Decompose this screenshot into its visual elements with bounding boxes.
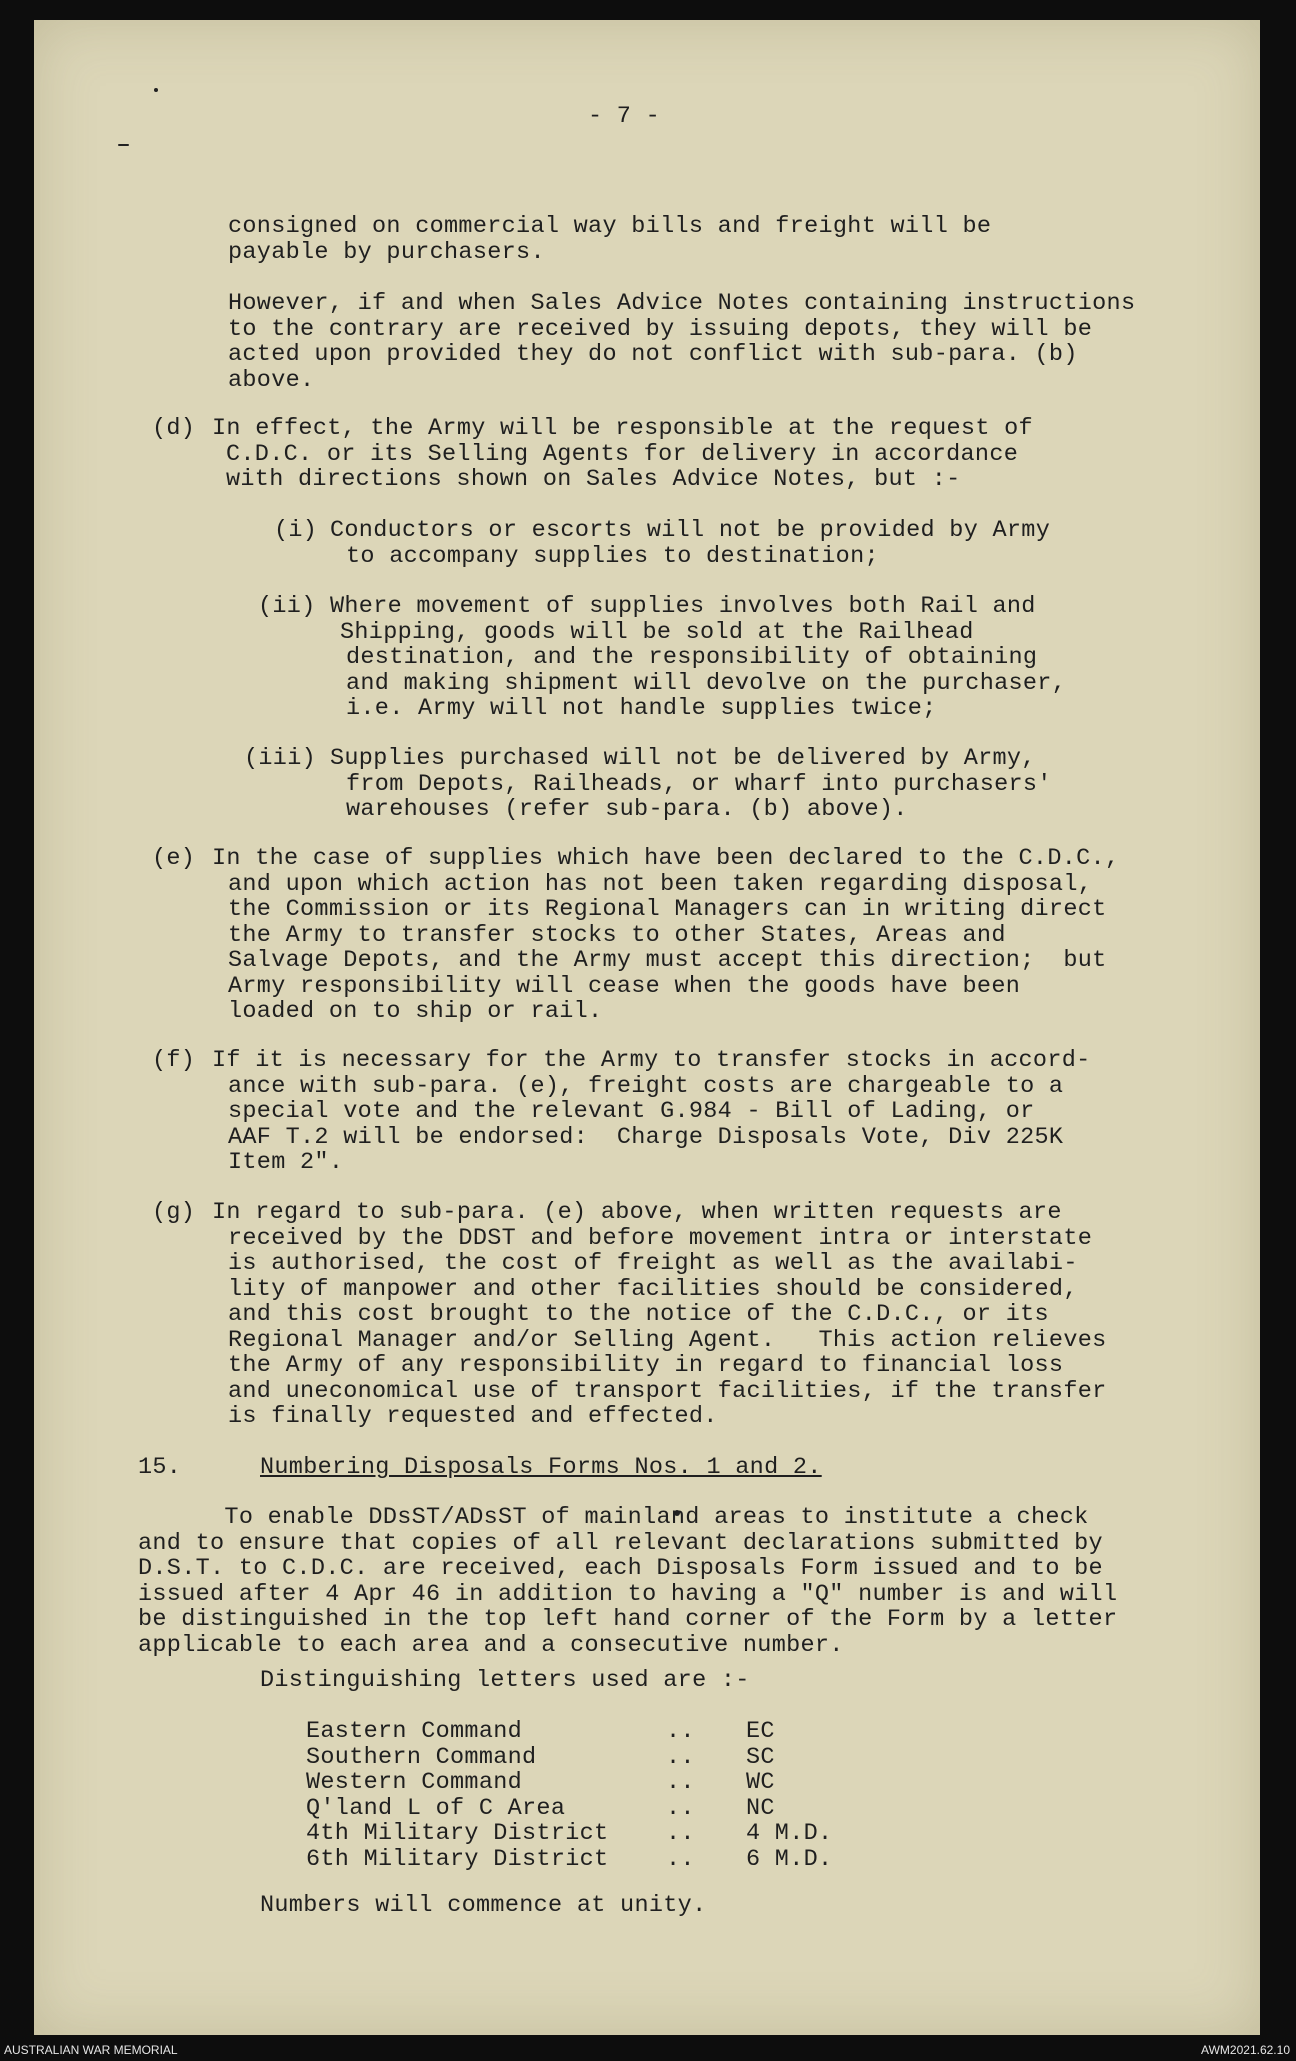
ink-speck (118, 144, 129, 146)
command-sep: .. (666, 1718, 695, 1745)
command-code: EC (746, 1718, 775, 1745)
para-d-line-1: In effect, the Army will be responsible at the request of (212, 415, 1033, 442)
command-sep: .. (666, 1794, 695, 1822)
para-f-line-5: Item 2". (228, 1149, 344, 1176)
command-sep: .. (666, 1769, 695, 1796)
para-d-ii-line-1: Where movement of supplies involves both Rail and (330, 593, 1036, 620)
section-15-line-5: be distinguished in the top left hand corner of the Form by a letter (138, 1606, 1118, 1633)
footer-source: AUSTRALIAN WAR MEMORIAL (4, 2043, 178, 2057)
para-d-ii-line-5: i.e. Army will not handle supplies twice; (346, 695, 937, 722)
para-d-line-3: with directions shown on Sales Advice Notes, but :- (226, 466, 961, 493)
para-e-line-1: In the case of supplies which have been declared to the C.D.C., (212, 845, 1120, 872)
page-number: - 7 - (588, 103, 661, 130)
section-15-line-2: and to ensure that copies of all relevant declarations submitted by (138, 1529, 1103, 1557)
para-e-line-4: the Army to transfer stocks to other States, Areas and (228, 921, 1006, 949)
command-code: 6 M.D. (746, 1845, 833, 1873)
para-f-line-3: special vote and the relevant G.984 - Bill of Lading, or (228, 1098, 1035, 1125)
section-15-line-6: applicable to each area and a consecutive number. (138, 1631, 844, 1659)
para-d-iii-line-2: from Depots, Railheads, or wharf into purchasers' (346, 770, 1052, 798)
command-name: Southern Command (306, 1743, 537, 1771)
para-f-line-4: AAF T.2 will be endorsed: Charge Disposals Vote, Div 225K (228, 1123, 1064, 1151)
para-g-line-6: Regional Manager and/or Selling Agent. This action relieves (228, 1326, 1107, 1354)
command-sep: .. (666, 1820, 695, 1847)
para-e-line-2: and upon which action has not been taken regarding disposal, (228, 870, 1093, 898)
continuation-line-2: payable by purchasers. (228, 238, 545, 266)
para-d-i-label: (i) (274, 517, 318, 544)
command-code: 4 M.D. (746, 1820, 833, 1847)
para-g-line-9: is finally requested and effected. (228, 1403, 718, 1430)
para-d-ii-line-3: destination, and the responsibility of obtaining (346, 644, 1038, 671)
command-name: Western Command (306, 1769, 523, 1796)
para-g-line-2: received by the DDST and before movement intra or interstate (228, 1224, 1093, 1252)
command-name: 4th Military District (306, 1820, 609, 1847)
however-line-2: to the contrary are received by issuing depots, they will be (228, 315, 1093, 343)
command-sep: .. (666, 1845, 695, 1873)
letters-intro: Distinguishing letters used are :- (260, 1667, 750, 1694)
para-g-line-8: and uneconomical use of transport facilities, if the transfer (228, 1377, 1107, 1405)
para-f-line-2: ance with sub-para. (e), freight costs are chargeable to a (228, 1072, 1064, 1100)
para-f-label: (f) (152, 1047, 196, 1074)
command-name: Eastern Command (306, 1718, 523, 1745)
footer-accession: AWM2021.62.10 (1201, 2043, 1290, 2057)
para-g-line-3: is authorised, the cost of freight as well as the availabi- (228, 1250, 1078, 1277)
para-d-iii-line-1: Supplies purchased will not be delivered by Army, (330, 745, 1036, 772)
command-sep: .. (666, 1743, 695, 1771)
para-d-ii-line-4: and making shipment will devolve on the purchaser, (346, 669, 1067, 697)
para-d-ii-line-2: Shipping, goods will be sold at the Railhead (340, 618, 974, 646)
para-g-line-7: the Army of any responsibility in regard to financial loss (228, 1352, 1064, 1379)
continuation-line-1: consigned on commercial way bills and freight will be (228, 213, 992, 240)
para-d-label: (d) (152, 415, 196, 442)
para-d-iii-label: (iii) (244, 745, 317, 772)
section-15-line-1: To enable DDsST/ADsST of mainland areas to institute a check (138, 1504, 1089, 1531)
para-f-line-1: If it is necessary for the Army to transfer stocks in accord- (212, 1047, 1091, 1074)
para-e-line-7: loaded on to ship or rail. (228, 998, 603, 1025)
section-15-line-4: issued after 4 Apr 46 in addition to having a "Q" number is and will (138, 1580, 1118, 1608)
section-15-line-3: D.S.T. to C.D.C. are received, each Disposals Form issued and to be (138, 1555, 1103, 1582)
para-e-line-6: Army responsibility will cease when the goods have been (228, 972, 1021, 1000)
para-d-i-line-1: Conductors or escorts will not be provided by Army (330, 517, 1051, 544)
para-d-iii-line-3: warehouses (refer sub-para. (b) above). (346, 796, 908, 823)
para-d-i-line-2: to accompany supplies to destination; (346, 542, 879, 570)
command-name: Q'land L of C Area (306, 1794, 566, 1822)
para-d-line-2: C.D.C. or its Selling Agents for delivery in accordance (226, 440, 1019, 468)
para-g-line-1: In regard to sub-para. (e) above, when written requests are (212, 1199, 1062, 1226)
para-e-label: (e) (152, 845, 196, 872)
para-d-ii-label: (ii) (258, 593, 316, 620)
command-code: NC (746, 1794, 775, 1822)
however-line-1: However, if and when Sales Advice Notes containing instructions (228, 290, 1136, 317)
para-g-line-4: lity of manpower and other facilities should be considered, (228, 1275, 1078, 1303)
section-15-number: 15. (138, 1454, 182, 1481)
command-name: 6th Military District (306, 1845, 609, 1873)
command-code: WC (746, 1769, 775, 1796)
para-g-label: (g) (152, 1199, 196, 1226)
closing-line: Numbers will commence at unity. (260, 1892, 707, 1919)
para-e-line-3: the Commission or its Regional Managers can in writing direct (228, 896, 1107, 923)
para-g-line-5: and this cost brought to the notice of the C.D.C., or its (228, 1301, 1049, 1328)
command-code: SC (746, 1743, 775, 1771)
ink-speck (154, 88, 158, 92)
however-line-3: acted upon provided they do not conflict with sub-para. (b) (228, 341, 1078, 368)
para-e-line-5: Salvage Depots, and the Army must accept this direction; but (228, 947, 1107, 974)
however-line-4: above. (228, 366, 315, 394)
section-15-heading: Numbering Disposals Forms Nos. 1 and 2. (260, 1454, 822, 1481)
